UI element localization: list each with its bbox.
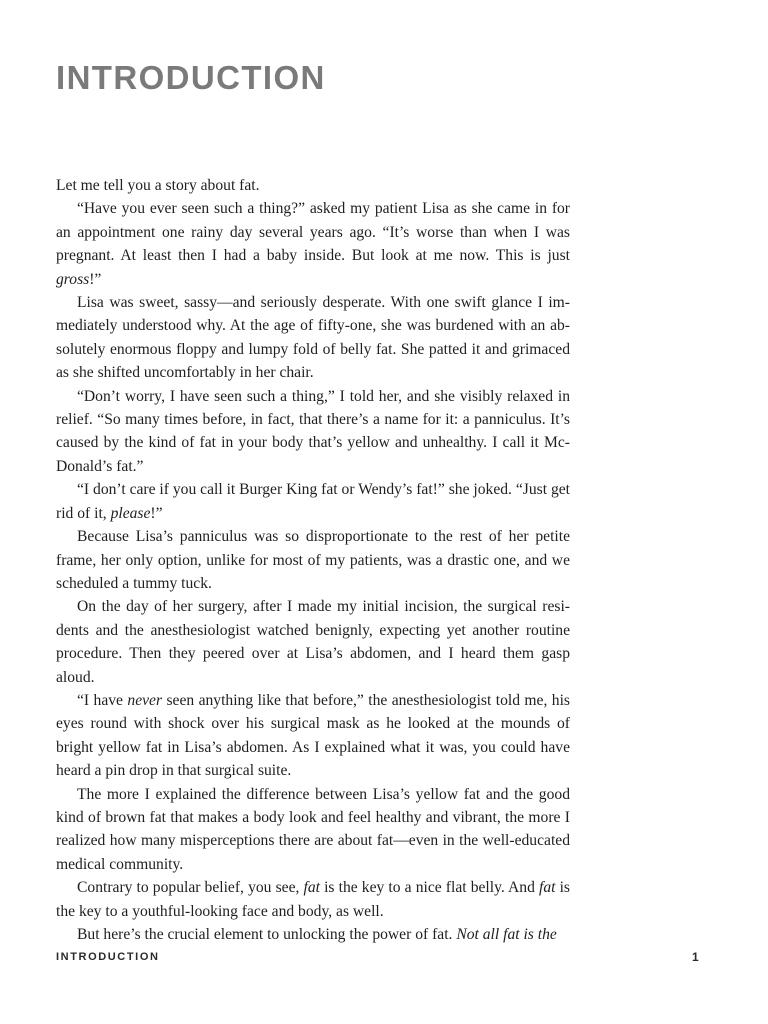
italic-text: never: [127, 691, 163, 709]
italic-text: please: [110, 504, 151, 522]
text-run: seen anything like that before,” the anesthesiologist told me, his eyes round with shock over his surgical mask as he looked at the mounds of bright yellow fat in Lisa’s abdomen. As I explained what it was, you could have heard a pin drop in that surgical suite.: [56, 691, 570, 780]
running-head: INTRODUCTION: [56, 951, 160, 963]
text-run: “Don’t worry, I have seen such a thing,” I told her, and she visibly relaxed in relief. “So many times before, in fact, that there’s a name for it: a panniculus. It’s caused by the kind of fat in your body that’s yellow and unhealthy. I call it McDonald’s fat.”: [56, 387, 570, 475]
text-run: Lisa was sweet, sassy—and seriously desperate. With one swift glance I immediately understood why. At the age of fifty-one, she was burdened with an absolutely enormous floppy and lumpy fold of belly fat. She patted it and grimaced as she shifted uncomfortably in her chair.: [56, 294, 570, 382]
body-paragraph: [56, 197, 570, 291]
body-paragraph: [56, 689, 570, 783]
text-run: But here’s the crucial element to unlocking the power of fat.: [77, 926, 457, 943]
text-run: Contrary to popular belief, you see,: [77, 879, 304, 897]
body-text: [56, 174, 570, 946]
text-run: !”: [89, 270, 102, 288]
page-number: 1: [692, 950, 699, 964]
text-run: “I don’t care if you call it Burger King fat or Wendy’s fat!” she joked. “Just get rid of it,: [56, 481, 570, 522]
italic-text: gross: [56, 270, 90, 288]
italic-text: fat: [539, 879, 556, 897]
text-run: On the day of her surgery, after I made my initial incision, the surgical residents and the anesthesiologist watched benignly, expecting yet another routine procedure. Then they peered over at Lisa’s abdomen, and I heard them gasp aloud.: [56, 598, 570, 686]
body-paragraph: [56, 291, 570, 385]
body-paragraph: [56, 478, 570, 525]
body-paragraph: [56, 595, 570, 689]
body-paragraph: [56, 174, 570, 197]
italic-text: fat: [303, 879, 320, 897]
text-run: !”: [150, 504, 163, 522]
body-paragraph: [56, 876, 570, 923]
text-run: is the key to a youthful-looking face and body, as well.: [56, 879, 571, 920]
text-run: “I have: [77, 691, 128, 709]
text-run: Because Lisa’s panniculus was so disproportionate to the rest of her petite frame, her only option, unlike for most of my patients, was a drastic one, and we scheduled a tummy tuck.: [56, 528, 570, 592]
text-run: “Have you ever seen such a thing?” asked my patient Lisa as she came in for an appointment one rainy day several years ago. “It’s worse than when I was pregnant. At least then I had a baby inside. But look at me now. This is just: [56, 200, 570, 265]
italic-text: Not all fat is the: [456, 926, 557, 943]
body-paragraph: [56, 525, 570, 595]
chapter-title: INTRODUCTION: [56, 59, 326, 96]
body-paragraph: [56, 783, 570, 877]
text-run: Let me tell you a story about fat.: [56, 177, 260, 194]
body-paragraph: [56, 923, 570, 946]
body-paragraph: [56, 385, 570, 479]
text-run: is the key to a nice flat belly. And: [319, 879, 540, 897]
text-run: The more I explained the difference between Lisa’s yellow fat and the good kind of brown fat that makes a body look and feel healthy and vibrant, the more I realized how many misperceptions there are about fat—even in the well-educated medical community.: [56, 785, 570, 873]
